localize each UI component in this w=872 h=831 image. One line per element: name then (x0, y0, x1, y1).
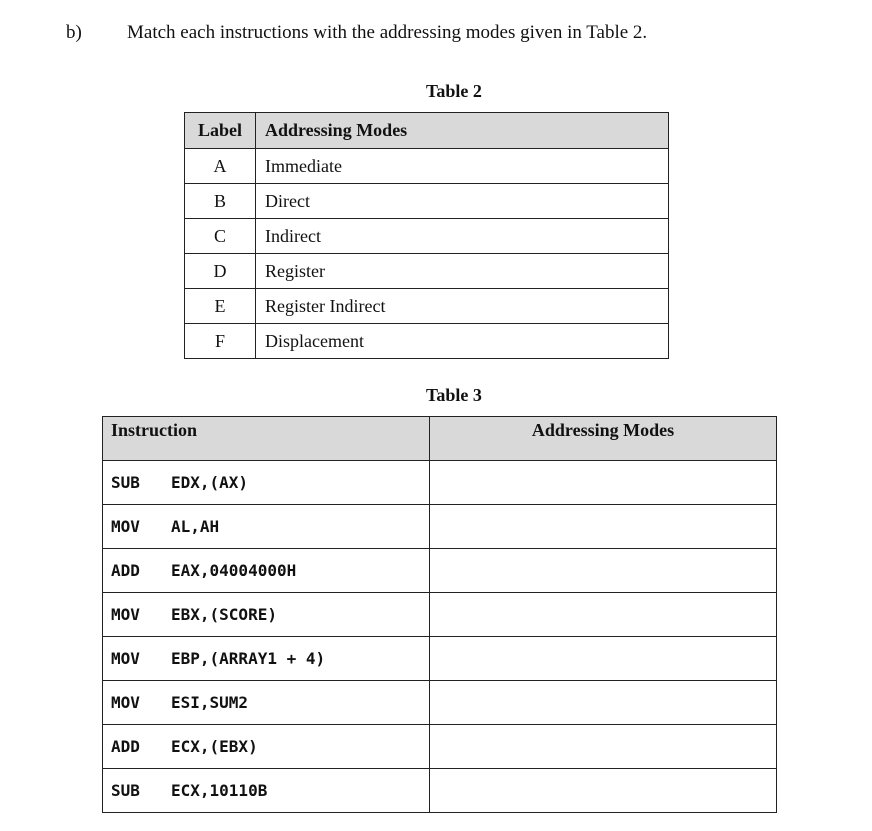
addressing-modes-table (184, 112, 669, 359)
answer-cell[interactable] (430, 505, 777, 549)
header-label: Label (185, 113, 256, 149)
instruction-table (102, 416, 777, 813)
table-row (103, 637, 777, 681)
question-label: b) (66, 22, 82, 43)
instruction-cell (103, 725, 430, 769)
operands: ESI,SUM2 (171, 693, 249, 712)
mode-name: Displacement (256, 324, 669, 359)
table3-caption: Table 3 (426, 385, 482, 405)
answer-cell[interactable] (430, 593, 777, 637)
mode-label: E (185, 289, 256, 324)
instruction-cell (103, 681, 430, 725)
mode-label: B (185, 184, 256, 219)
answer-cell[interactable] (430, 637, 777, 681)
operands: AL,AH (171, 517, 220, 536)
mode-name: Immediate (256, 149, 669, 184)
table-row (185, 289, 669, 324)
operands: ECX,10110B (171, 781, 268, 800)
opcode: ADD (111, 561, 140, 580)
instruction-cell (103, 769, 430, 813)
table-row (103, 461, 777, 505)
operands: EBX,(SCORE) (171, 605, 277, 624)
instruction-cell (103, 461, 430, 505)
table-row (103, 593, 777, 637)
mode-label: F (185, 324, 256, 359)
table-row (185, 219, 669, 254)
opcode: SUB (111, 781, 140, 800)
opcode: MOV (111, 517, 140, 536)
table-header-row (103, 417, 777, 461)
opcode: SUB (111, 473, 140, 492)
instruction-cell (103, 593, 430, 637)
instruction-cell (103, 549, 430, 593)
opcode: ADD (111, 737, 140, 756)
operands: ECX,(EBX) (171, 737, 258, 756)
operands: EDX,(AX) (171, 473, 249, 492)
table-row (103, 769, 777, 813)
mode-name: Register (256, 254, 669, 289)
header-addressing-modes: Addressing Modes (430, 417, 777, 461)
question-text: Match each instructions with the addressing modes given in Table 2. (127, 22, 648, 43)
table2-caption: Table 2 (426, 81, 482, 101)
instruction-cell (103, 637, 430, 681)
mode-name: Register Indirect (256, 289, 669, 324)
opcode: MOV (111, 693, 140, 712)
answer-cell[interactable] (430, 549, 777, 593)
mode-name: Direct (256, 184, 669, 219)
operands: EBP,(ARRAY1 + 4) (171, 649, 326, 668)
header-addressing-modes: Addressing Modes (256, 113, 669, 149)
table-row (103, 681, 777, 725)
table-row (185, 184, 669, 219)
operands: EAX,04004000H (171, 561, 297, 580)
table-row (185, 324, 669, 359)
mode-label: A (185, 149, 256, 184)
table-row (103, 725, 777, 769)
table-row (103, 549, 777, 593)
answer-cell[interactable] (430, 769, 777, 813)
answer-cell[interactable] (430, 725, 777, 769)
table-row (103, 505, 777, 549)
table-header-row (185, 113, 669, 149)
table-row (185, 254, 669, 289)
answer-cell[interactable] (430, 681, 777, 725)
header-instruction: Instruction (103, 417, 430, 461)
instruction-cell (103, 505, 430, 549)
table-row (185, 149, 669, 184)
mode-label: D (185, 254, 256, 289)
mode-label: C (185, 219, 256, 254)
answer-cell[interactable] (430, 461, 777, 505)
opcode: MOV (111, 605, 140, 624)
opcode: MOV (111, 649, 140, 668)
mode-name: Indirect (256, 219, 669, 254)
